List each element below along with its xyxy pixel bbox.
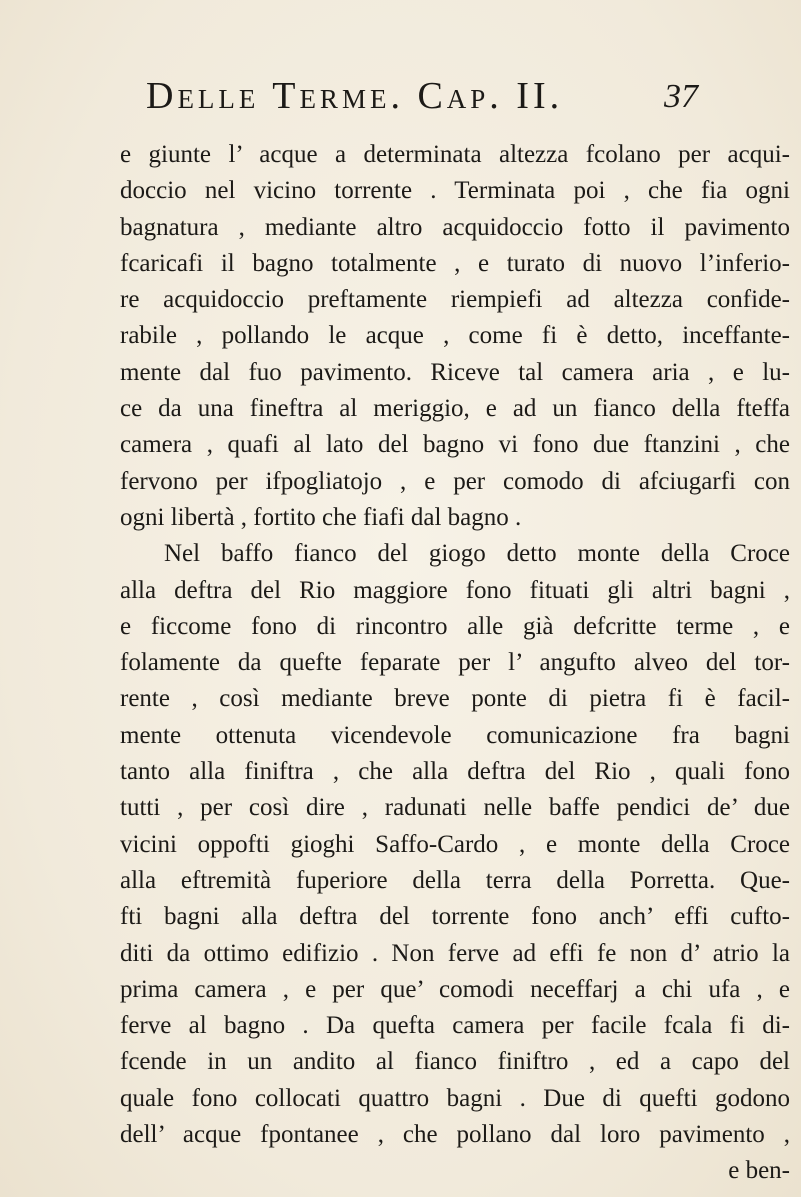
running-title: Delle Terme. Cap. II.	[146, 75, 564, 117]
running-head	[120, 70, 800, 122]
text-line: bagnatura , mediante altro acquidoccio fotto il pavimento	[120, 213, 790, 241]
text-line: dell’ acque fpontanee , che pollano dal loro pavimento ,	[120, 1121, 790, 1149]
text-line: doccio nel vicino torrente . Terminata poi , che fia ogni	[120, 177, 790, 205]
text-line: mente ottenuta vicendevole comunicazione fra bagni	[120, 721, 790, 749]
text-line: fti bagni alla deftra del torrente fono anch’ effi cufto-	[120, 903, 790, 931]
text-line: tutti , per così dire , radunati nelle baffe pendici de’ due	[120, 794, 790, 822]
text-line: fcende in un andito al fianco finiftro , ed a capo del	[120, 1048, 790, 1076]
paragraph-end-line: ogni libertà , fortito che fiafi dal bagno .	[120, 503, 522, 531]
text-line: alla eftremità fuperiore della terra della Porretta. Que-	[120, 866, 790, 894]
text-line: tanto alla finiftra , che alla deftra del Rio , quali fono	[120, 758, 790, 786]
body-text	[120, 137, 790, 1190]
text-line: fcaricafi il bagno totalmente , e turato di nuovo l’inferio-	[120, 249, 790, 277]
text-line: folamente da quefte feparate per l’ angufto alveo del tor-	[120, 649, 790, 677]
paragraph-start-line: Nel baffo fianco del giogo detto monte della Croce	[164, 540, 790, 568]
text-line: rabile , pollando le acque , come fi è detto, inceffante-	[120, 322, 790, 350]
page-number: 37	[664, 78, 698, 115]
text-line: diti da ottimo edifizio . Non ferve ad effi fe non d’ atrio la	[120, 939, 790, 967]
text-line: rente , così mediante breve ponte di pietra fi è facil-	[120, 685, 790, 713]
text-line: prima camera , e per que’ comodi neceffarj a chi ufa , e	[120, 975, 790, 1003]
text-line: alla deftra del Rio maggiore fono fituati gli altri bagni ,	[120, 576, 790, 604]
text-line: ce da una fineftra al meriggio, e ad un fianco della fteffa	[120, 395, 790, 423]
text-line: re acquidoccio preftamente riempiefi ad altezza confide-	[120, 286, 790, 314]
text-line: e ficcome fono di rincontro alle già defcritte terme , e	[120, 612, 790, 640]
catchword: e ben-	[728, 1157, 790, 1185]
text-line: ferve al bagno . Da quefta camera per facile fcala fi di-	[120, 1012, 790, 1040]
text-line: quale fono collocati quattro bagni . Due di quefti godono	[120, 1084, 790, 1112]
text-line: fervono per ifpogliatojo , e per comodo di afciugarfi con	[120, 467, 790, 495]
text-line: e giunte l’ acque a determinata altezza fcolano per acqui-	[120, 141, 790, 168]
text-line: mente dal fuo pavimento. Riceve tal camera aria , e lu-	[120, 358, 790, 386]
text-line: camera , quafi al lato del bagno vi fono due ftanzini , che	[120, 431, 790, 459]
text-line: vicini oppofti gioghi Saffo-Cardo , e monte della Croce	[120, 830, 790, 858]
